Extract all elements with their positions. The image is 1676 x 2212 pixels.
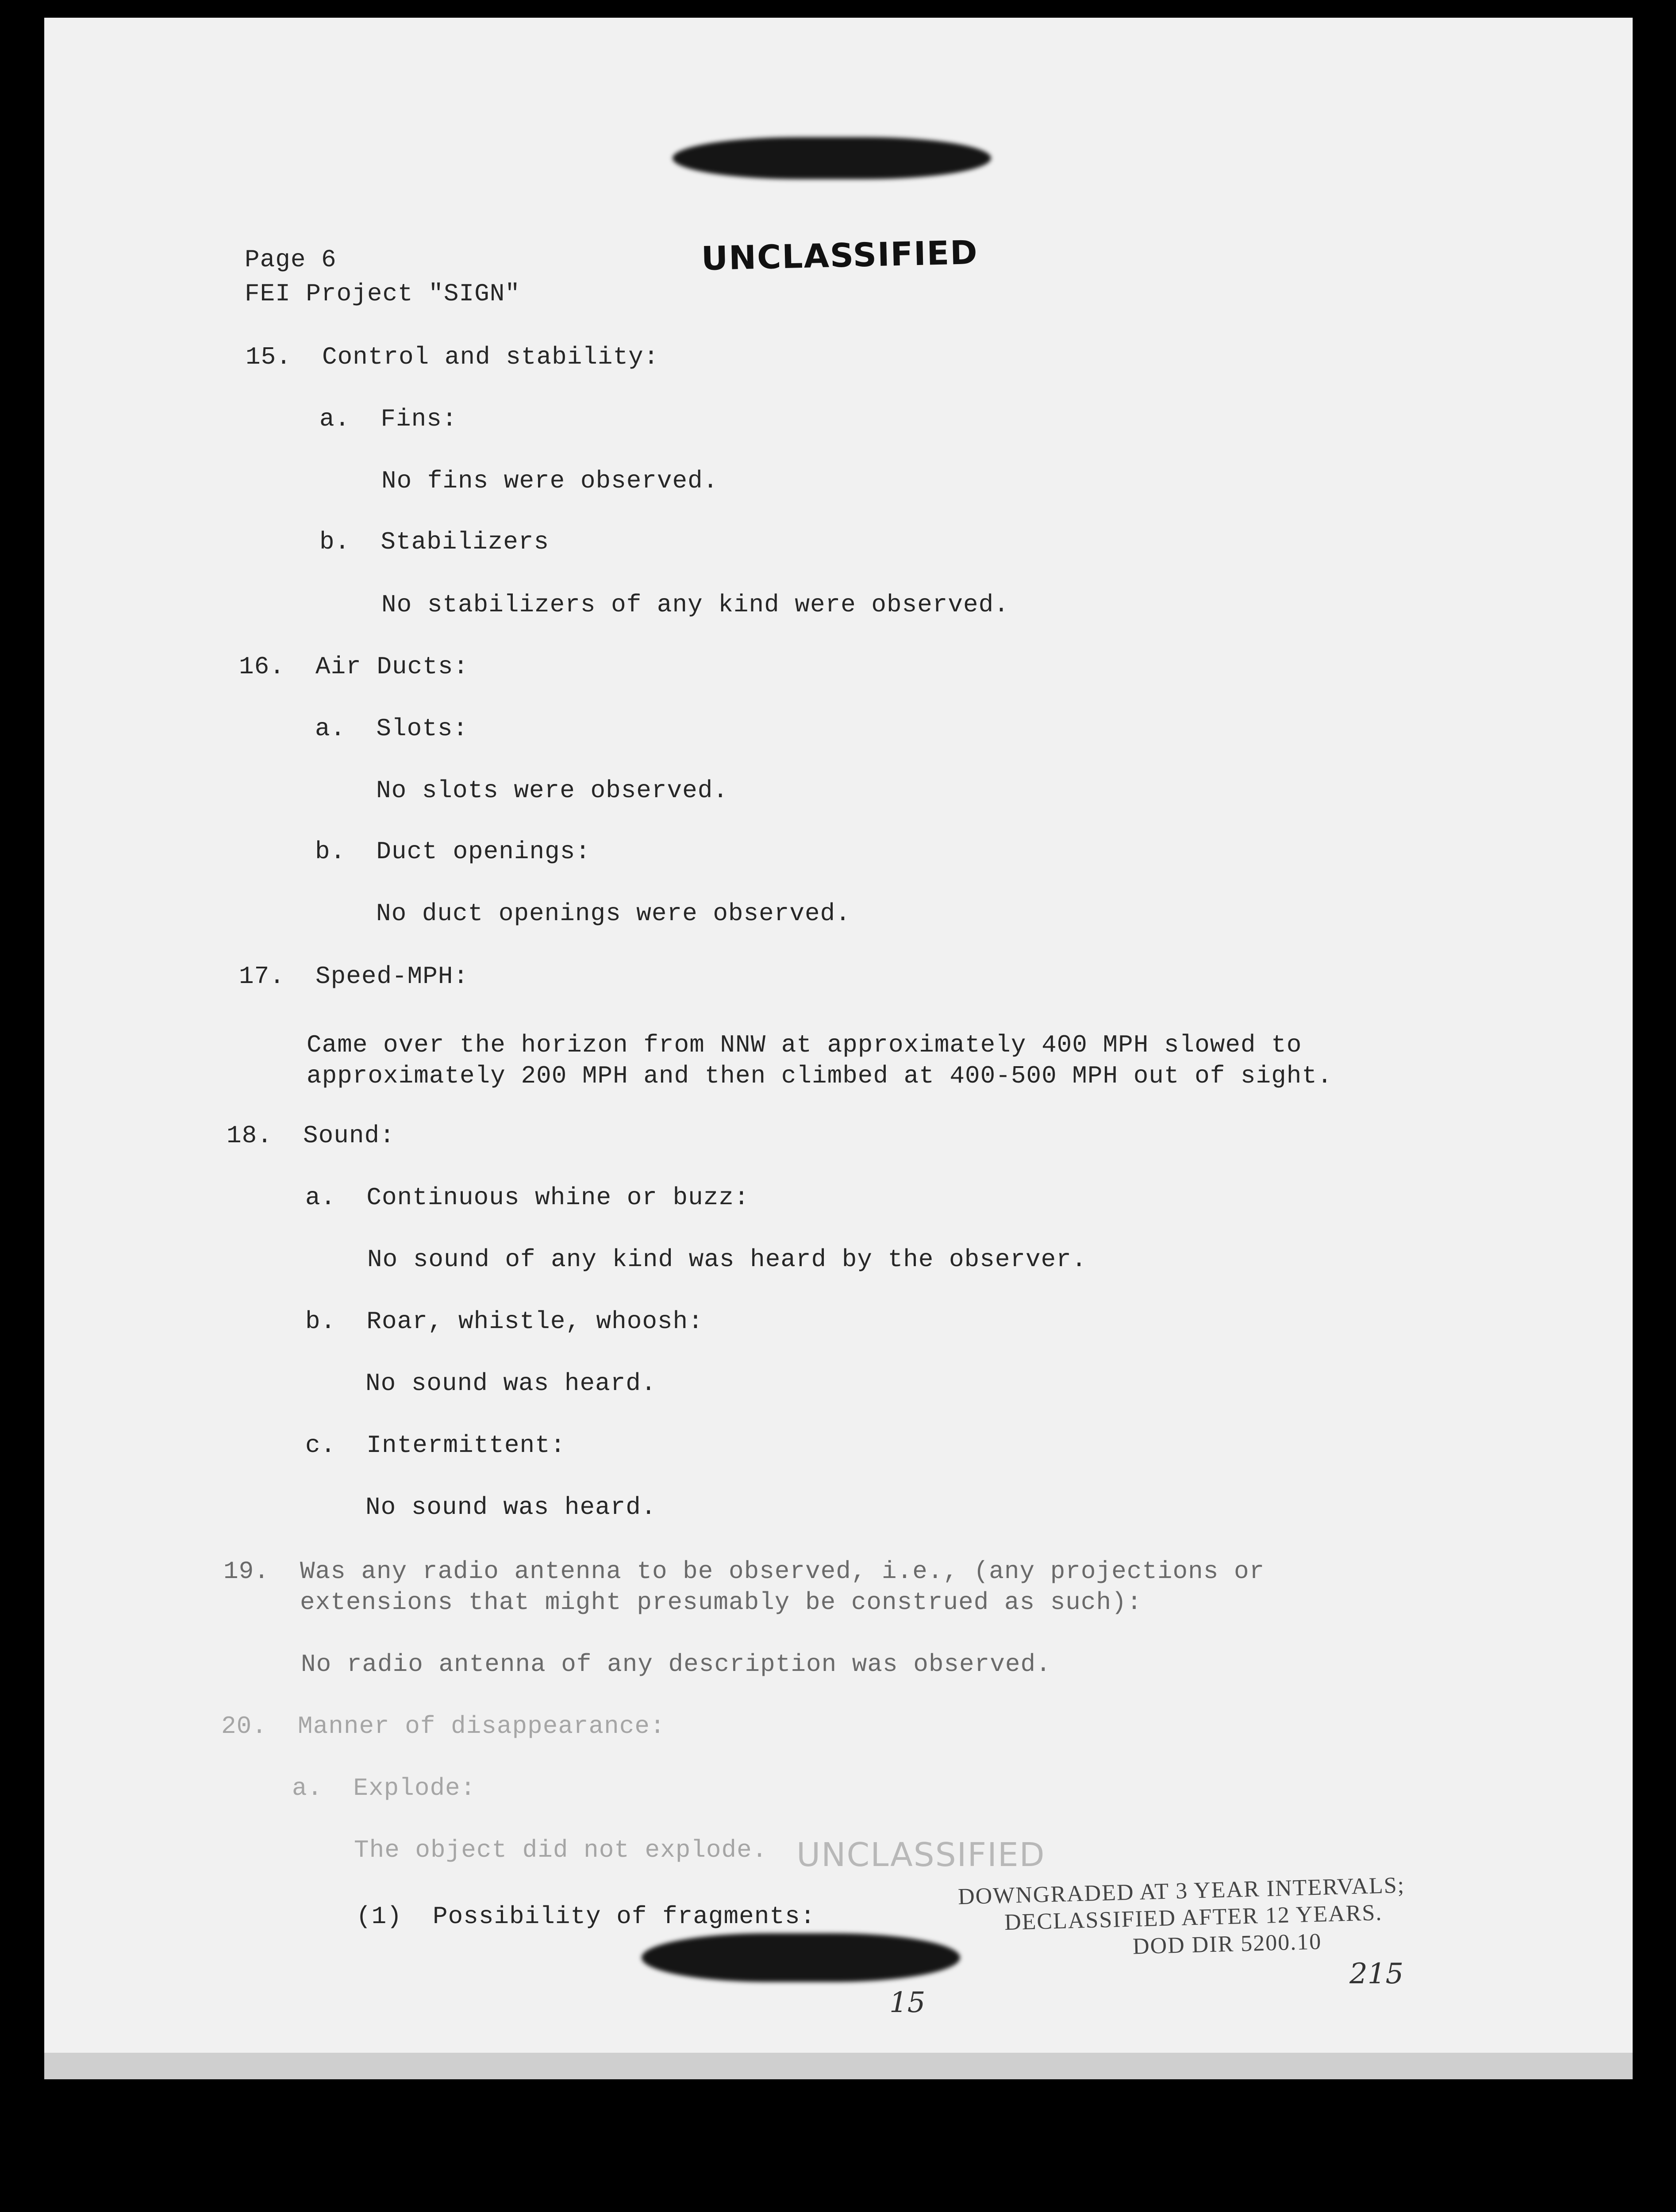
body-line: c. Intermittent: <box>305 1431 566 1459</box>
body-line: 19. Was any radio antenna to be observed, i.e., (any projections or <box>223 1557 1265 1586</box>
downgrade-stamp-line2: DECLASSIFIED AFTER 12 YEARS. <box>1004 1900 1383 1936</box>
body-line: a. Explode: <box>292 1774 476 1802</box>
body-line: 17. Speed-MPH: <box>239 962 469 991</box>
body-line: No duct openings were observed. <box>376 899 851 928</box>
classification-stamp-bottom: UNCLASSIFIED <box>796 1836 1046 1874</box>
page-bottom-edge <box>44 2053 1633 2079</box>
body-line: b. Roar, whistle, whoosh: <box>305 1307 703 1336</box>
body-line: 15. Control and stability: <box>246 343 659 371</box>
page-number: Page 6 <box>245 246 337 274</box>
body-line: 18. Sound: <box>227 1121 395 1150</box>
body-line: Came over the horizon from NNW at approximately 400 MPH slowed to <box>307 1031 1302 1059</box>
body-line: b. Duct openings: <box>315 837 591 866</box>
body-line: No sound was heard. <box>365 1369 657 1398</box>
body-line: No slots were observed. <box>376 776 728 805</box>
body-line: No radio antenna of any description was observed. <box>301 1650 1051 1678</box>
body-line: No fins were observed. <box>381 467 719 495</box>
body-line: 20. Manner of disappearance: <box>221 1712 665 1740</box>
redaction-mark-bottom <box>642 1933 960 1982</box>
body-line: b. Stabilizers <box>319 528 550 556</box>
handwritten-number: 215 <box>1349 1958 1404 1990</box>
body-line: approximately 200 MPH and then climbed at 400-500 MPH out of sight. <box>307 1062 1333 1090</box>
downgrade-stamp-line1: DOWNGRADED AT 3 YEAR INTERVALS; <box>957 1872 1405 1910</box>
body-line: a. Fins: <box>319 405 457 433</box>
handwritten-number: 15 <box>889 1986 926 2019</box>
body-line: No sound was heard. <box>365 1493 657 1521</box>
body-line: (1) Possibility of fragments: <box>356 1902 816 1931</box>
body-line: extensions that might presumably be construed as such): <box>223 1588 1142 1617</box>
project-name: FEI Project "SIGN" <box>245 280 520 308</box>
downgrade-stamp-line3: DOD DIR 5200.10 <box>1132 1929 1322 1959</box>
body-line: No stabilizers of any kind were observed. <box>381 591 1009 619</box>
body-line: 16. Air Ducts: <box>239 653 469 681</box>
body-line: a. Continuous whine or buzz: <box>305 1183 750 1212</box>
redaction-mark-top <box>673 137 991 179</box>
body-line: The object did not explode. <box>354 1836 768 1864</box>
body-line: a. Slots: <box>315 714 469 743</box>
body-line: No sound of any kind was heard by the observer. <box>367 1245 1087 1274</box>
classification-stamp-top: UNCLASSIFIED <box>701 233 979 278</box>
